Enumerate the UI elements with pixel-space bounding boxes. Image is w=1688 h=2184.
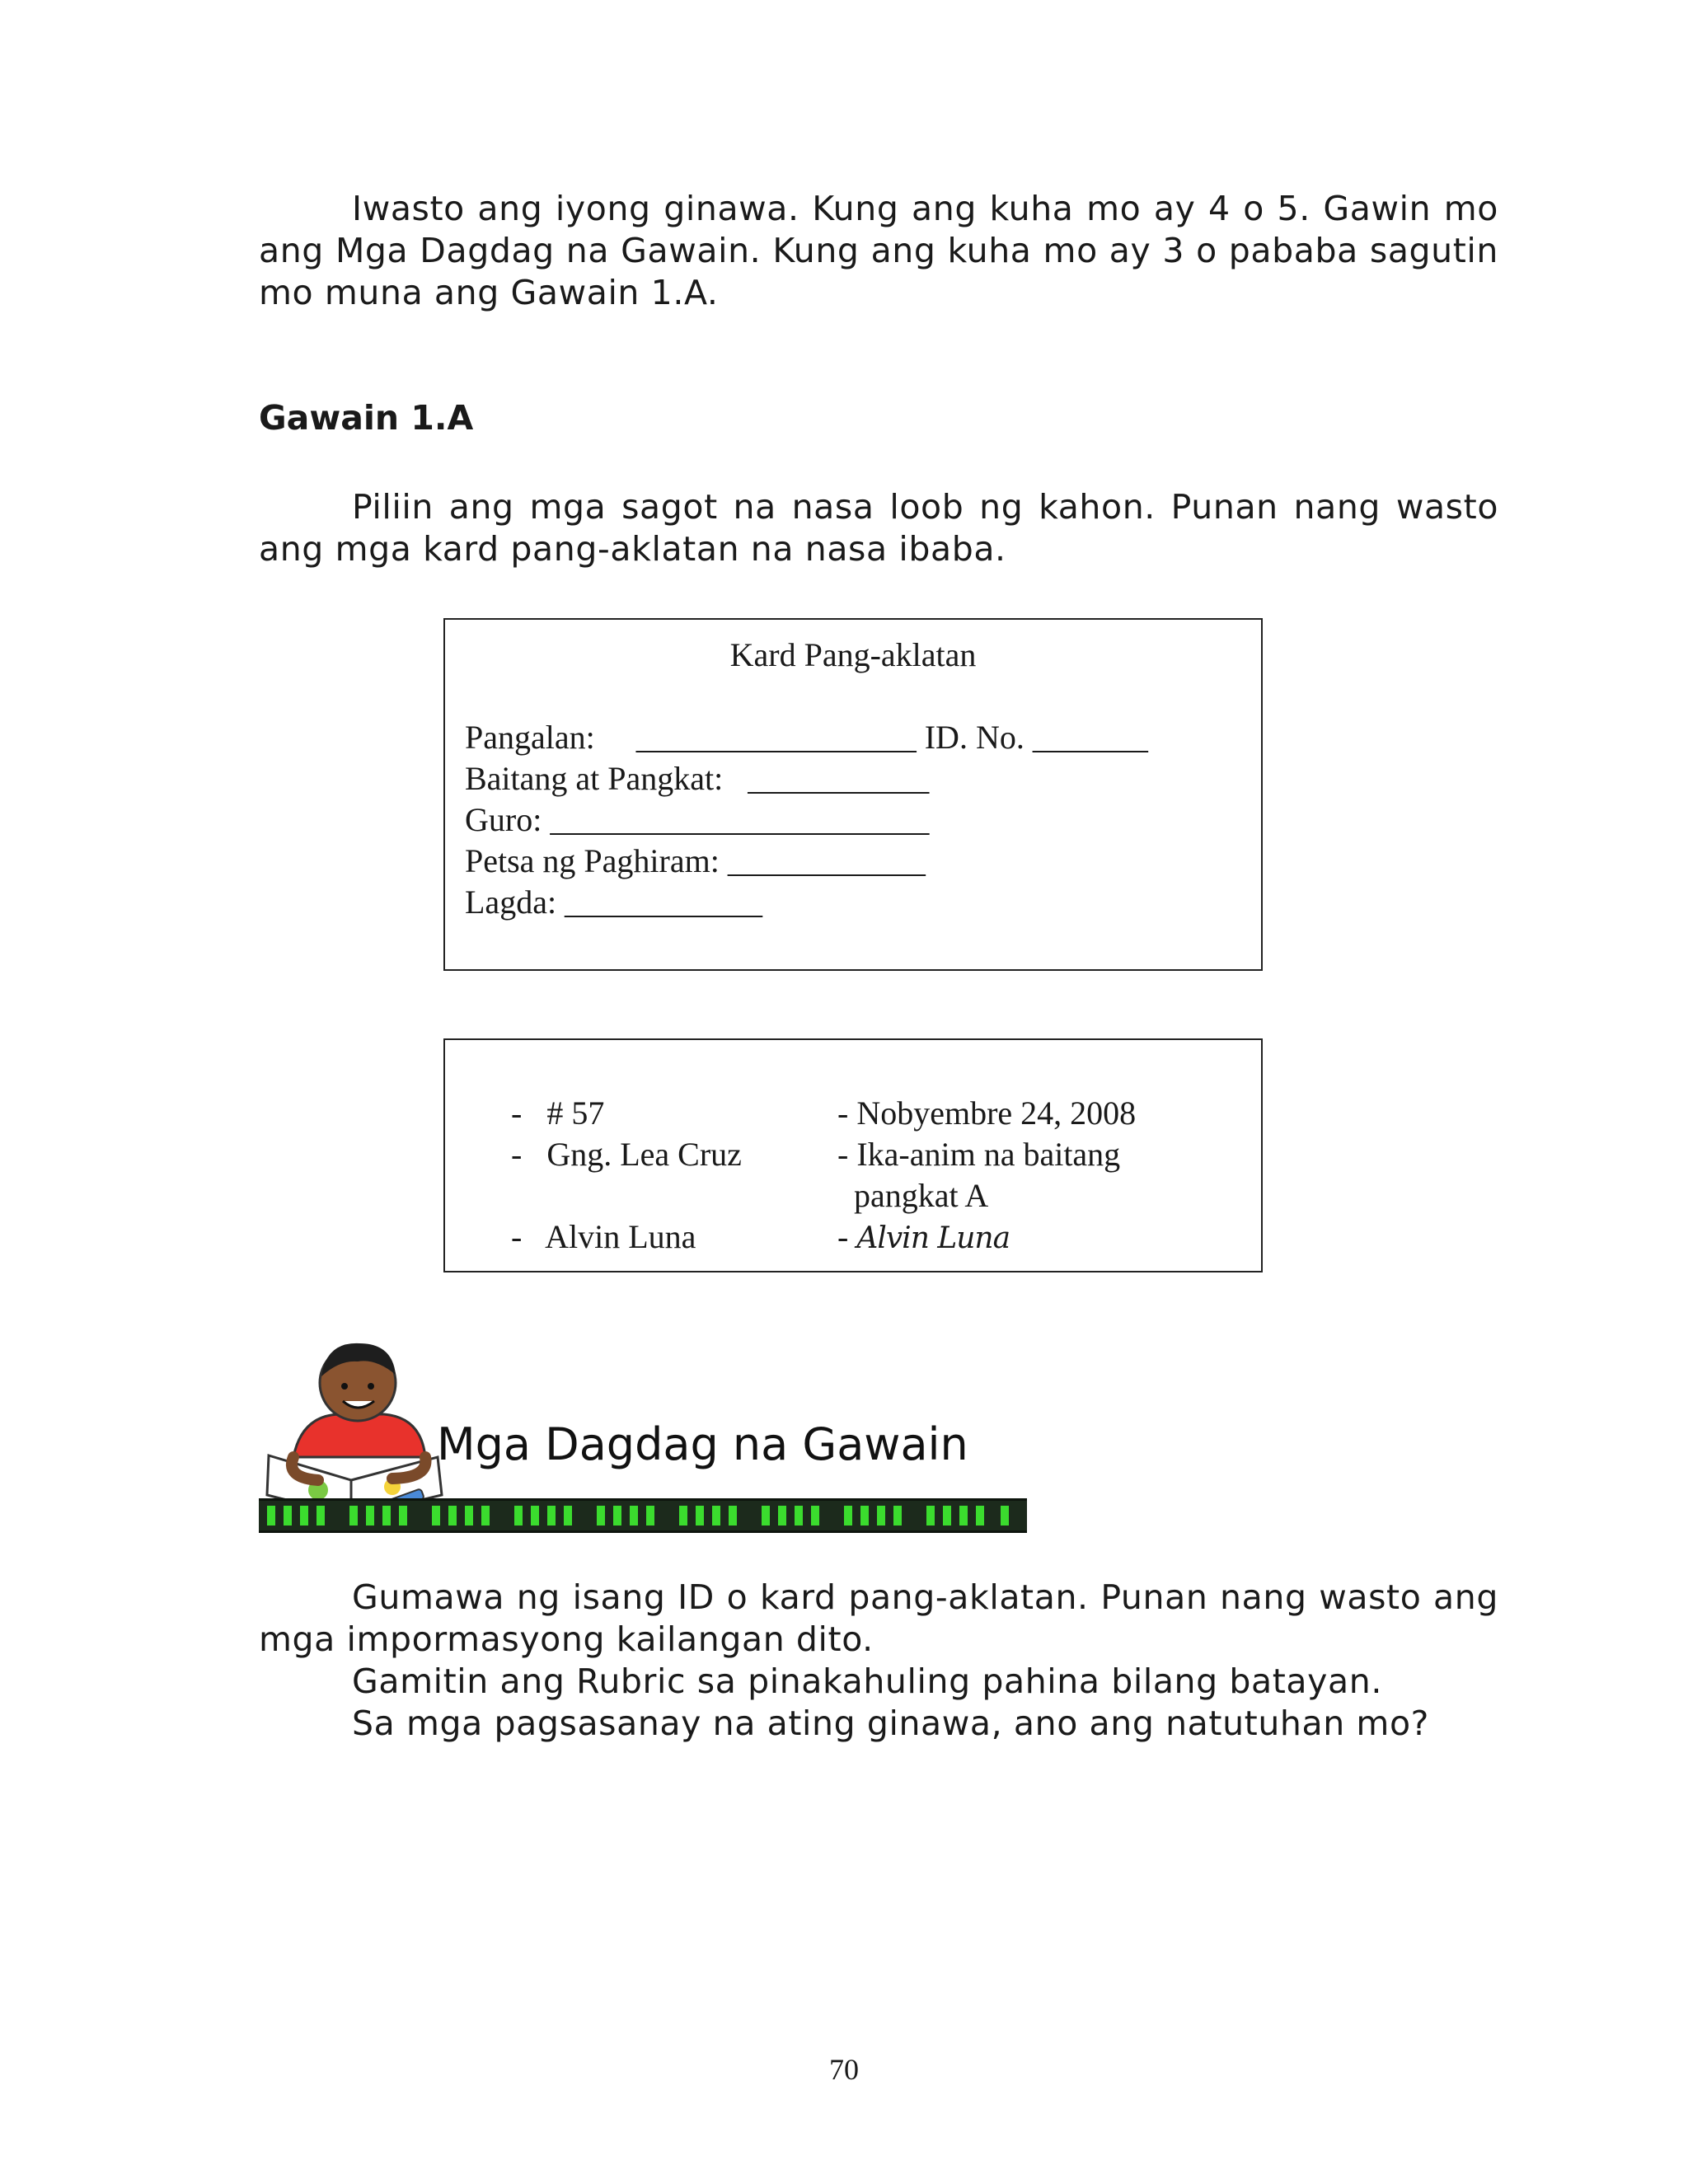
choice-left-2: - Gng. Lea Cruz	[511, 1136, 742, 1173]
library-card-box	[443, 618, 1263, 971]
choice-left-1: - # 57	[511, 1094, 605, 1132]
gawain-heading: Gawain 1.A	[259, 398, 474, 438]
green-bar-pattern-icon	[259, 1501, 1027, 1530]
instruction-text: Piliin ang mga sagot na nasa loob ng kahon. Punan nang wasto ang mga kard pang-aklatan na nasa ibaba.	[259, 487, 1498, 569]
signature: Alvin Luna	[856, 1221, 1010, 1255]
card-line-pangalan: Pangalan: _________________ ID. No. _______	[465, 719, 1148, 756]
page-number: 70	[829, 2053, 859, 2086]
card-line-lagda: Lagda: ____________	[465, 883, 763, 921]
choices-box	[443, 1038, 1263, 1272]
card-line-baitang: Baitang at Pangkat: ___________	[465, 760, 930, 797]
choice-right-1: - Nobyembre 24, 2008	[837, 1094, 1137, 1132]
signature-dash: -	[837, 1218, 857, 1255]
card-line-petsa: Petsa ng Paghiram: ____________	[465, 842, 926, 879]
card-title: Kard Pang-aklatan	[729, 636, 977, 673]
choice-right-3: pangkat A	[837, 1177, 989, 1214]
choice-right-2: - Ika-anim na baitang	[837, 1136, 1121, 1173]
intro-paragraph	[259, 188, 1498, 314]
dagdag-text-3: Sa mga pagsasanay na ating ginawa, ano ang natutuhan mo?	[352, 1704, 1430, 1743]
dagdag-text-1: Gumawa ng isang ID o kard pang-aklatan. Punan nang wasto ang mga impormasyong kailangan dito.	[259, 1577, 1498, 1659]
decorative-green-bar	[259, 1498, 1027, 1533]
card-line-guro: Guro: _______________________	[465, 801, 930, 838]
choice-left-3: - Alvin Luna	[511, 1218, 696, 1255]
dagdag-title: Mga Dagdag na Gawain	[437, 1418, 968, 1470]
choice-right-4	[837, 1216, 1010, 1259]
intro-text: Iwasto ang iyong ginawa. Kung ang kuha mo ay 4 o 5. Gawin mo ang Mga Dagdag na Gawain. Kung ang kuha mo ay 3 o pababa sagutin mo muna ang Gawain 1.A.	[259, 189, 1498, 312]
gawain-instruction	[259, 486, 1498, 570]
dagdag-paragraphs	[259, 1577, 1498, 1745]
dagdag-text-2: Gamitin ang Rubric sa pinakahuling pahina bilang batayan.	[352, 1661, 1382, 1701]
